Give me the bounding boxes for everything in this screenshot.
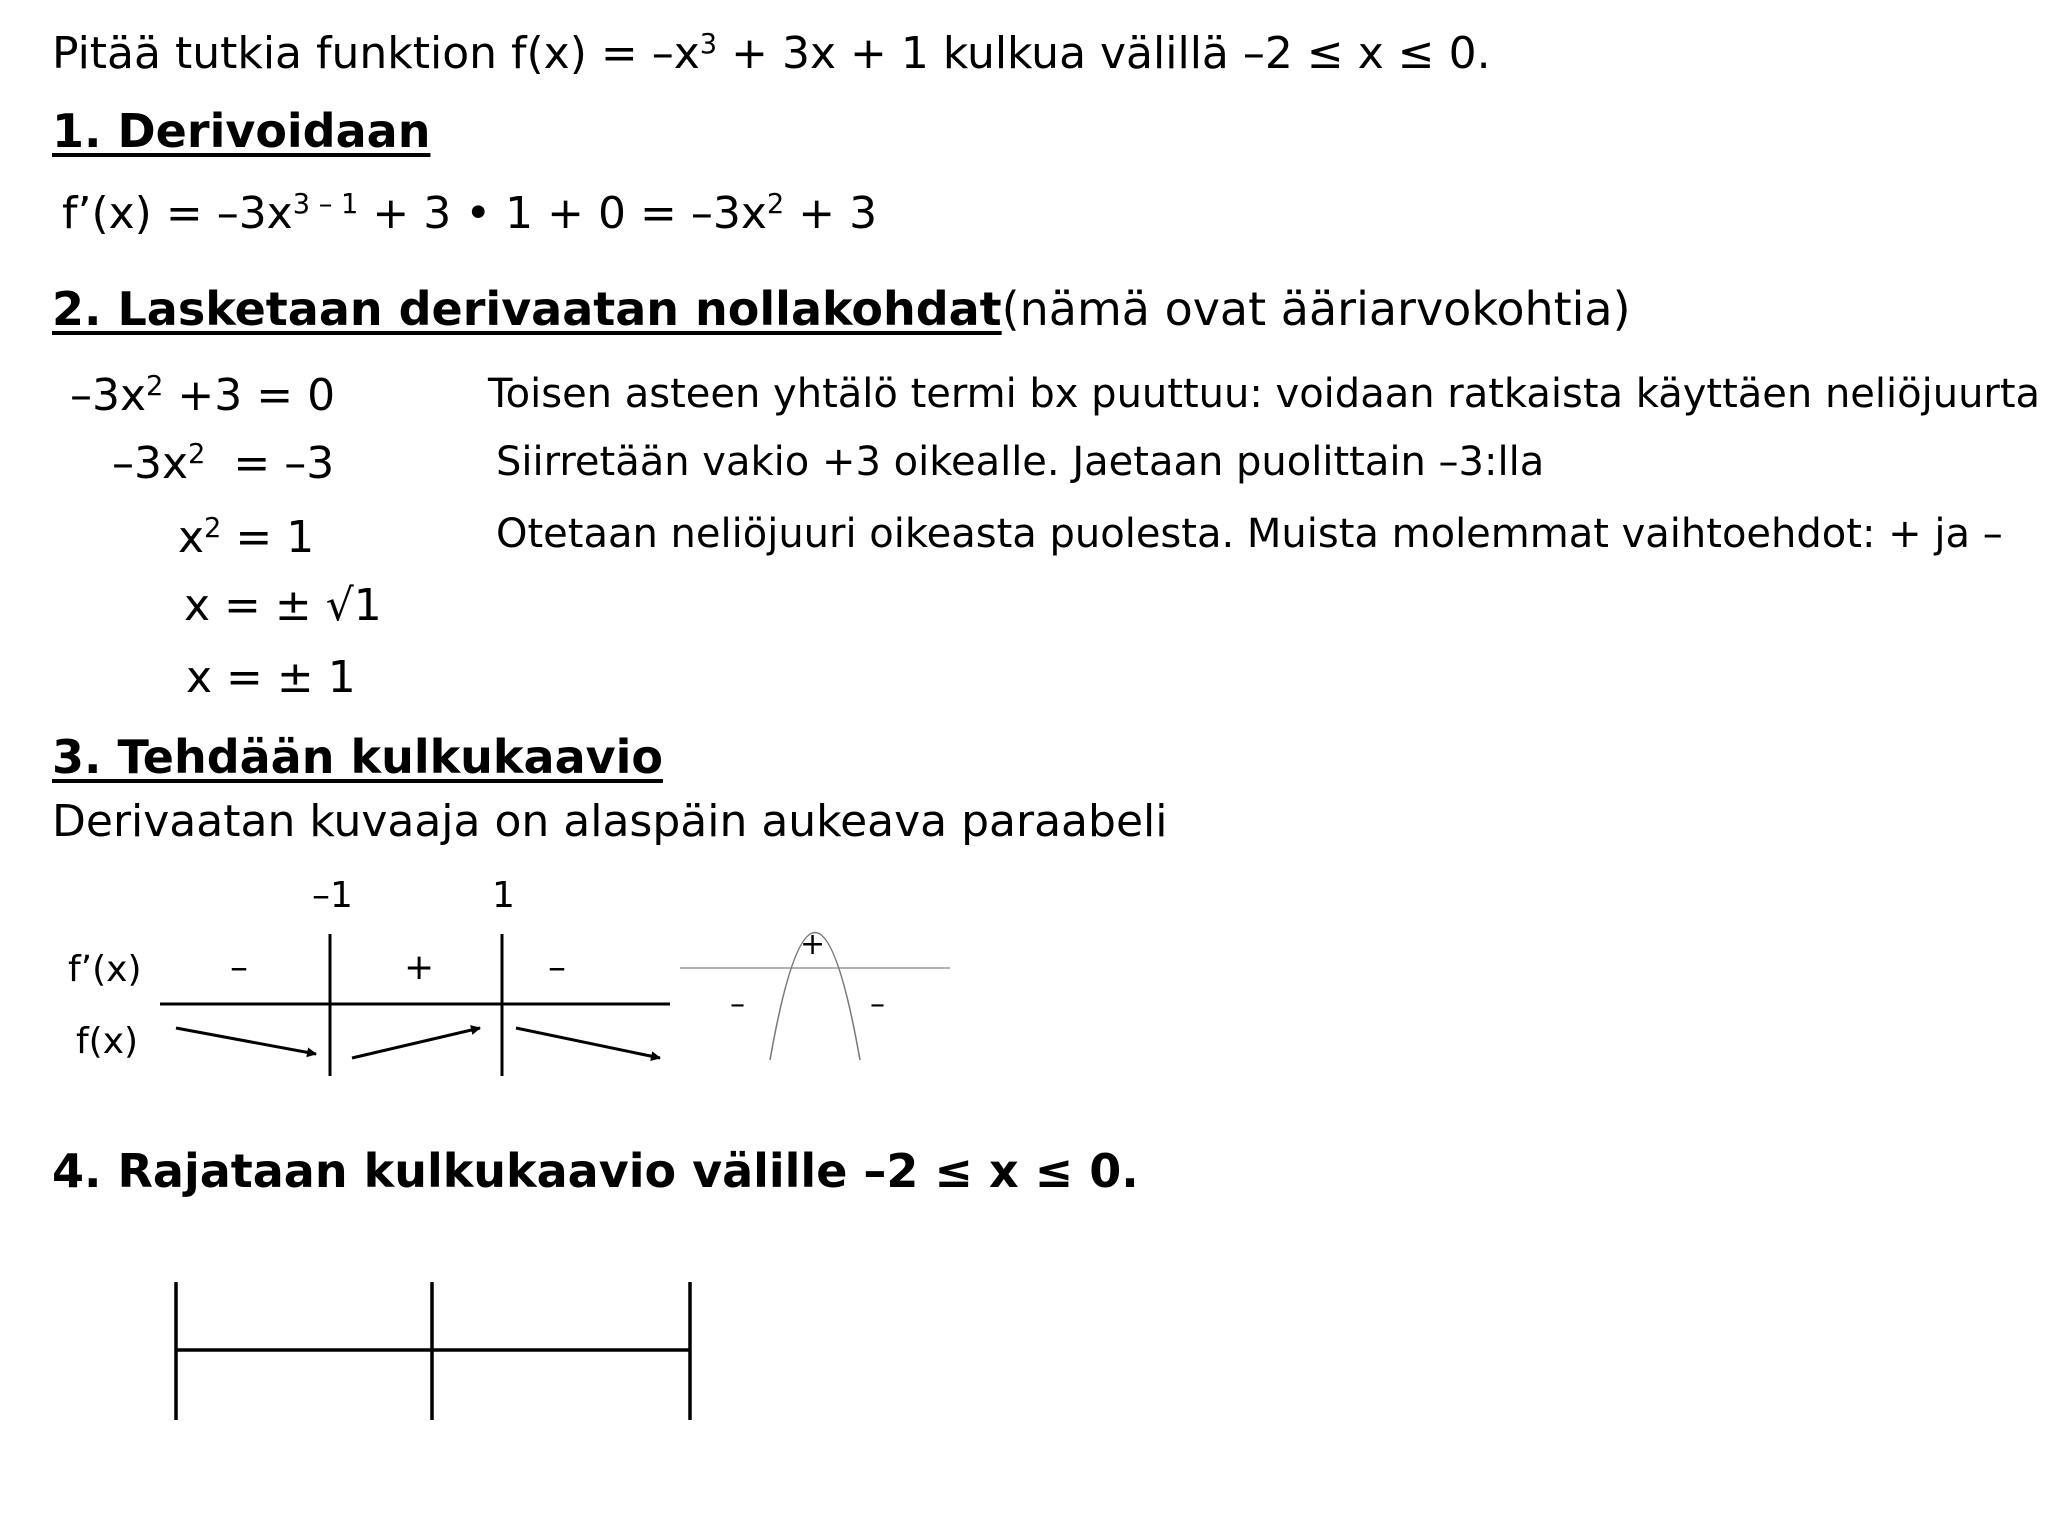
step3-heading: 3. Tehdään kulkukaavio: [52, 730, 663, 784]
parabola-sketch: [680, 933, 950, 1061]
parabola-curve: [770, 933, 860, 1061]
chart-row-label-derivative: f’(x): [68, 949, 142, 990]
parabola-sign-minus-left: –: [730, 987, 745, 1022]
explanation-row-2: Siirretään vakio +3 oikealle. Jaetaan puolittain –3:lla: [496, 439, 1545, 485]
step1-heading: 1. Derivoidaan: [52, 104, 431, 158]
chart-point-one: 1: [492, 875, 515, 916]
trend-arrow-down-1: [176, 1028, 316, 1054]
intro-text: Pitää tutkia funktion $f(x) = -x^3 + 3x + 1$ kulkua välillä –2 ≤ x ≤ 0.: [52, 28, 1491, 79]
derivative-formula: f’(x) = $-3x^{3 - 1} + 3$ • $1 + 0 = -3x^2 + 3$: [62, 188, 878, 239]
equation-row-3: $x^2 = 1$: [178, 512, 315, 563]
trend-arrow-down-2: [516, 1028, 660, 1058]
parabola-sign-minus-right: –: [870, 987, 885, 1022]
chart-sign-1: –: [230, 947, 248, 988]
equation-row-2: $-3x^2 = -3$: [112, 438, 335, 489]
sign-chart: [160, 934, 670, 1076]
chart-point-minus-one: –1: [312, 875, 353, 916]
chart-sign-2: +: [404, 947, 435, 988]
step3-text: Derivaatan kuvaaja on alaspäin aukeava paraabeli: [52, 796, 1168, 847]
equation-row-4: x = ± √1: [184, 580, 382, 631]
step2-heading: 2. Lasketaan derivaatan nollakohdat(nämä ovat ääriarvokohtia): [52, 282, 1631, 336]
chart-row-label-function: f(x): [76, 1021, 139, 1062]
explanation-row-3: Otetaan neliöjuuri oikeasta puolesta. Muista molemmat vaihtoehdot: + ja –: [496, 511, 2003, 557]
explanation-row-1: Toisen asteen yhtälö termi bx puuttuu: voidaan ratkaista käyttäen neliöjuurta: [488, 371, 2041, 417]
restricted-sign-chart: [176, 1282, 690, 1420]
equation-row-1: $-3x^2 +3 = 0$: [70, 370, 336, 421]
equation-row-5: x = ± 1: [186, 652, 356, 703]
chart-sign-3: –: [548, 947, 566, 988]
step2-note: (nämä ovat ääriarvokohtia): [1001, 282, 1631, 336]
trend-arrow-up: [352, 1028, 480, 1058]
parabola-sign-plus: +: [800, 927, 826, 962]
step4-heading: 4. Rajataan kulkukaavio välille –2 ≤ x ≤ 0.: [52, 1144, 1139, 1198]
